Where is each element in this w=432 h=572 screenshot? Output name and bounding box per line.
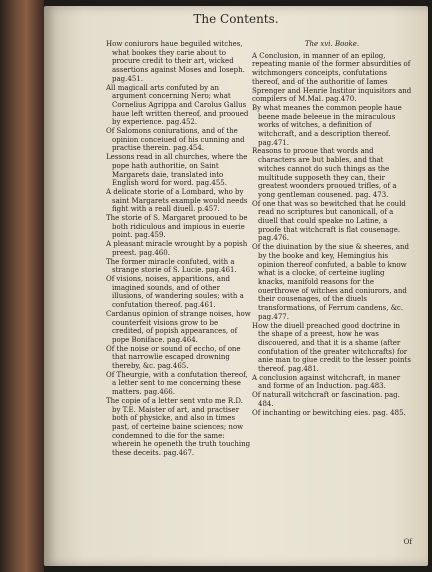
toc-entry: Of Salomons coniurations, and of the opinion conceiued of his cunning and practise therein. pag.454. [106, 127, 245, 153]
toc-entry: All magicall arts confuted by an argument concerning Nero; what Cornelius Agrippa and Carolus Gallus haue left written thereof, and prooued by experience. pag.452. [106, 83, 249, 127]
book-page [44, 6, 428, 566]
toc-entry: Cardanus opinion of strange noises, how counterfeit visions grow to be credited, of popish appearances, of pope Boniface. pag.464. [106, 309, 251, 344]
toc-entry: How coniurors haue beguiled witches, what bookes they carie about to procure credit to their art, wicked assertions against Moses and Ioseph. pag.451. [106, 40, 245, 83]
toc-entry: Of the noise or sound of eccho, of one that narrowlie escaped drowning thereby, &c. pag.465. [106, 344, 241, 371]
toc-entry: The former miracle confuted, with a strange storie of S. Lucie. pag.461. [106, 257, 237, 275]
left-column [106, 40, 251, 458]
toc-entry: A pleasant miracle wrought by a popish preest. pag.460. [106, 240, 248, 257]
toc-entry: Of Theurgie, with a confutation thereof, a letter sent to me concerning these matters. pag.466. [106, 370, 248, 397]
toc-entry: The storie of S. Margaret prooued to be both ridiculous and impious in euerie point. pag.459. [106, 214, 248, 240]
toc-entry: By what meanes the common people haue beene made beleeue in the miraculous works of witches, a definition of witchcraft, and a description thereof. pag.471. [252, 103, 402, 147]
toc-entry: Of inchanting or bewitching eies. pag. 485. [252, 408, 406, 417]
toc-entry: The copie of a letter sent vnto me R.D. by T.E. Maister of art, and practiser both of physicke, and also in times past, of certeine baine sciences; now condemned to die for the same: wherein he openeth the truth touching these deceits. pag.467. [106, 396, 251, 458]
toc-entry: A conclusion against witchcraft, in maner and forme of an Induction. pag.483. [252, 373, 401, 391]
toc-entry: Of naturall witchcraft or fascination. pag. 484. [252, 391, 400, 408]
catchword: Of [403, 538, 412, 546]
toc-entry: How the diuell preached good doctrine in the shape of a preest, how he was discouered, and that it is a shame (after confutation of the greater witchcrafts) for anie man to giue credit to the lesser points thereof. pag.481. [252, 321, 411, 374]
toc-entry: Of the diuination by the siue & sheeres, and by the booke and key, Hemingius his opinion thereof confuted, a bable to know what is a clocke, of certeine iugling knacks, manifold reasons for the ouerthrowe of witches and coniurors, and their cousenages, of the diuels transformations, of Ferrum candens, &c. pag.477. [252, 243, 409, 321]
lead-entry: A Conclusion, in manner of an epilog, repeating manie of the former absurdities of witchmongers conceipts, confutations thereof, and of the authoritie of Iames Sprenger and Henrie Institor inquisitors and compilers of M.Mal. pag.470. [252, 51, 412, 104]
book-heading: The xvi. Booke. [304, 40, 360, 48]
toc-entry: Of visions, noises, apparitions, and imagined sounds, and of other illusions, of wandering soules; with a confutation thereof. pag.461. [106, 274, 244, 310]
toc-entry: Of one that was so bewitched that he could read no scriptures but canonicall, of a diuell that could speake no Latine, a proofe that witchcraft is flat cousenage. pag.476. [252, 199, 406, 243]
toc-entry: Reasons to prooue that words and characters are but bables, and that witches cannot do such things as the multitude supposeth they can, their greatest woonders prooued trifles, of a yong gentleman cousened. pag. 473. [252, 147, 397, 199]
running-head: The Contents. [193, 12, 279, 26]
book-binding [0, 0, 44, 572]
right-column [252, 40, 412, 417]
toc-entry: A delicate storie of a Lombard, who by saint Margarets example would needs fight with a reall diuell. p.457. [106, 187, 248, 214]
toc-entry: Lessons read in all churches, where the pope hath authoritie, on Saint Margarets daie, translated into English word for word. pag.455. [106, 153, 248, 188]
